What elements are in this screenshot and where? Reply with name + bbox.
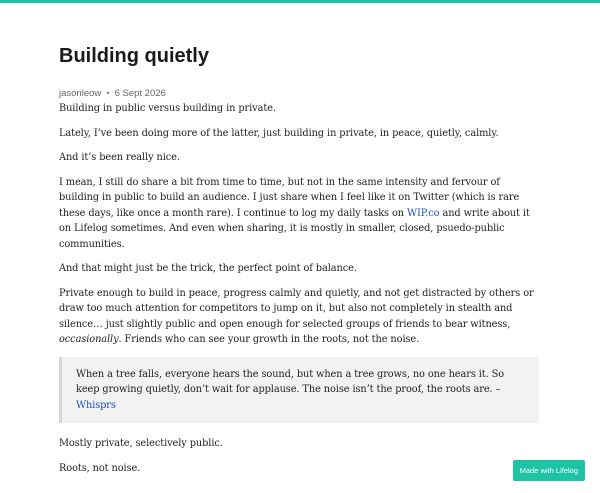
paragraph: And it’s been really nice. [59, 152, 180, 163]
emphasis-text: occasionally [59, 334, 119, 345]
paragraph: Roots, not noise. [59, 462, 141, 474]
paragraph: Building in public versus building in private. [59, 103, 276, 114]
paragraph-text: Private enough to build in peace, progress calmly and quietly, and not get distracted by others or draw too much attention for competitors to jump on it, but also not completely in stealth and silence… just slightly public and open enough for selected groups of friends to bear witness, [59, 287, 534, 330]
paragraph: Mostly private, selectively public. [59, 438, 223, 449]
quote-text [76, 367, 527, 414]
paragraph: And that might just be the trick, the perfect point of balance. [59, 263, 357, 274]
paragraph-text: I mean, I still do share a bit from time to time, but not in the same intensity and fervour of building in public to build an audience. I just share when I feel like it on Twitter (which is rare these days, like once a month rare). I continue to log my daily tasks on [59, 176, 520, 219]
whisprs-link[interactable]: Whisprs [76, 399, 116, 411]
made-with-lifelog-button[interactable]: Made with Lifelog [513, 460, 585, 481]
paragraph-text: and write about it on Lifelog sometimes. And even when sharing, it is mostly in smaller, closed, psuedo-public communities. [59, 207, 530, 250]
paragraph [59, 286, 539, 348]
meta-separator: • [106, 88, 110, 99]
quote-body: When a tree falls, everyone hears the sound, but when a tree grows, no one hears it. So keep growing quietly, don’t wait for applause. The noise isn’t the proof, the roots are. – [76, 368, 505, 395]
blockquote [59, 357, 539, 424]
top-accent-bar [0, 0, 600, 3]
paragraph [59, 175, 539, 253]
author-link[interactable]: jasonleow [59, 88, 102, 99]
paragraph: Lately, I’ve been doing more of the latter, just building in private, in peace, quietly, calmly. [59, 127, 499, 139]
wip-link[interactable]: WIP.co [407, 207, 440, 219]
post-body [59, 101, 539, 485]
paragraph-text: . Friends who can see your growth in the roots, not the noise. [118, 334, 420, 345]
post-title: Building quietly [59, 45, 209, 67]
post-meta [59, 88, 166, 99]
post-date: 6 Sept 2026 [114, 88, 166, 99]
